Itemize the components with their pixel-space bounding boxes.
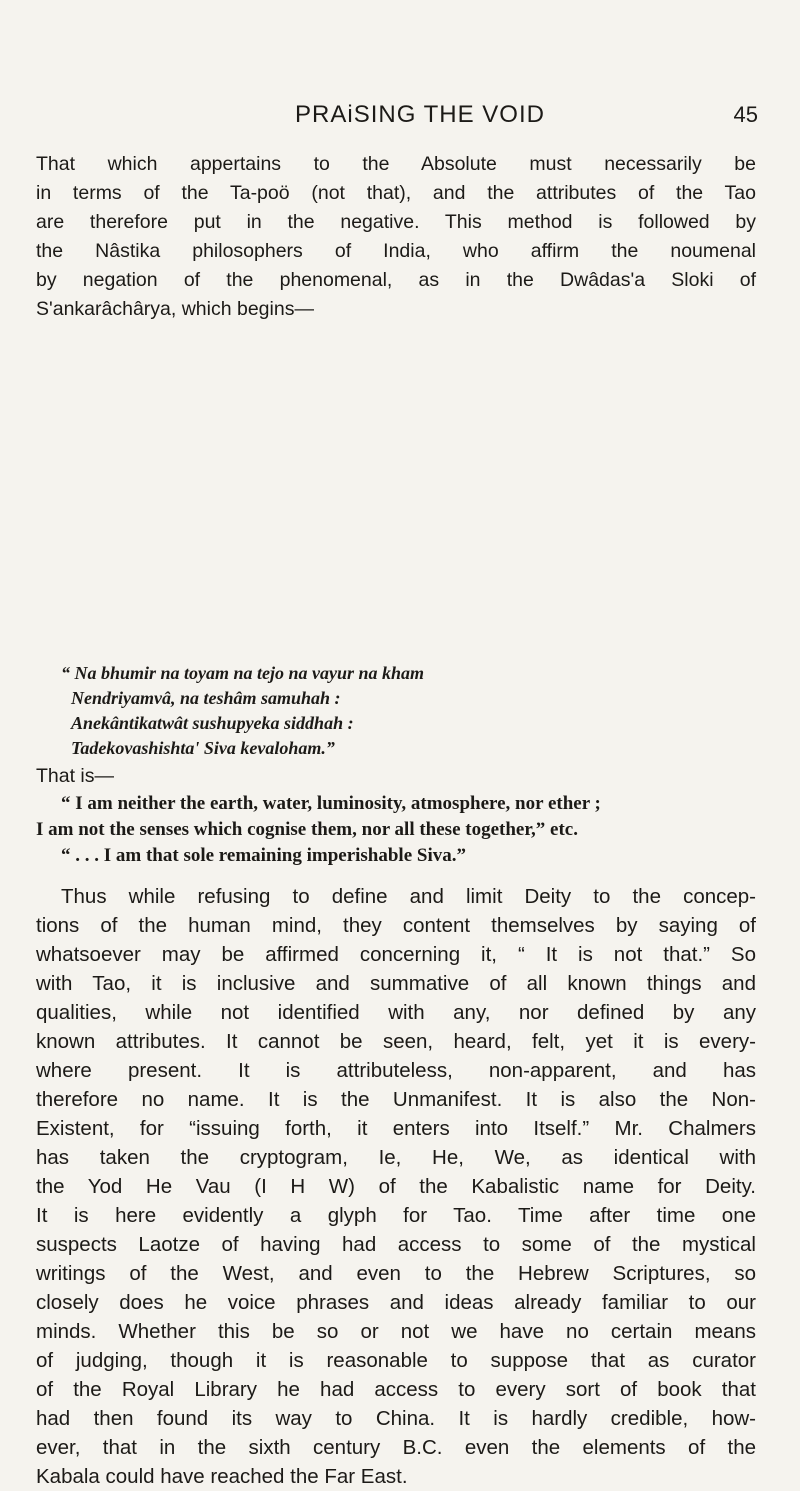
paragraph-line: in terms of the Ta-poö (not that), and the attributes of the Tao (36, 182, 756, 204)
page-number: 45 (733, 102, 758, 127)
paragraph-line: Kabala could have reached the Far East. (36, 1465, 408, 1488)
paragraph-line: of judging, though it is reasonable to suppose that as curator (36, 1349, 756, 1372)
running-title: PRAiSING THE VOID (295, 101, 545, 128)
paragraph-line: minds. Whether this be so or not we have no certain means (36, 1320, 756, 1343)
translation-line: “ . . . I am that sole remaining imperishable Siva.” (61, 845, 466, 866)
paragraph-line: That which appertains to the Absolute must necessarily be (36, 153, 756, 175)
verse-line: Tadekovashishta' Siva kevaloham.” (71, 738, 335, 758)
paragraph-line: qualities, while not identified with any, nor defined by any (36, 1001, 756, 1024)
paragraph-line: known attributes. It cannot be seen, heard, felt, yet it is every- (36, 1030, 756, 1053)
paragraph-line: had then found its way to China. It is hardly credible, how- (36, 1407, 756, 1430)
paragraph-line: of the Royal Library he had access to every sort of book that (36, 1378, 756, 1401)
paragraph-line: are therefore put in the negative. This method is followed by (36, 211, 756, 233)
translation-line: “ I am neither the earth, water, luminosity, atmosphere, nor ether ; (61, 793, 601, 814)
paragraph-line: with Tao, it is inclusive and summative of all known things and (36, 972, 756, 995)
paragraph-line: tions of the human mind, they content themselves by saying of (36, 914, 756, 937)
verse-line: Anekântikatwât sushupyeka siddhah : (71, 713, 354, 733)
running-head (70, 100, 770, 140)
paragraph-line: S'ankarâchârya, which begins— (36, 298, 314, 320)
paragraph-line: the Yod He Vau (I H W) of the Kabalistic name for Deity. (36, 1175, 756, 1198)
that-is-label: That is— (36, 765, 115, 787)
paragraph-line: ever, that in the sixth century B.C. even the elements of the (36, 1436, 756, 1459)
verse-line: “ Na bhumir na toyam na tejo na vayur na kham (61, 663, 425, 683)
paragraph-line: Thus while refusing to define and limit Deity to the concep- (61, 885, 756, 908)
paragraph-absolute (36, 150, 756, 324)
verse-line: Nendriyamvâ, na teshâm samuhah : (71, 688, 341, 708)
paragraph-line: the Nâstika philosophers of India, who affirm the noumenal (36, 240, 756, 262)
paragraph-line: whatsoever may be affirmed concerning it, “ It is not that.” So (36, 943, 756, 966)
paragraph-line: by negation of the phenomenal, as in the Dwâdas'a Sloki of (36, 269, 756, 291)
paragraph-line: where present. It is attributeless, non-apparent, and has (36, 1059, 756, 1082)
paragraph-line: suspects Laotze of having had access to some of the mystical (36, 1233, 756, 1256)
paragraph-line: It is here evidently a glyph for Tao. Time after time one (36, 1204, 756, 1227)
sanskrit-verse (61, 661, 424, 761)
paragraph-line: Existent, for “issuing forth, it enters into Itself.” Mr. Chalmers (36, 1117, 756, 1140)
paragraph-line: writings of the West, and even to the Hebrew Scriptures, so (36, 1262, 756, 1285)
paragraph-line: therefore no name. It is the Unmanifest. It is also the Non- (36, 1088, 756, 1111)
translation-quote (36, 791, 756, 869)
paragraph-line: closely does he voice phrases and ideas already familiar to our (36, 1291, 756, 1314)
paragraph-deity (36, 882, 756, 1491)
paragraph-line: has taken the cryptogram, Ie, He, We, as identical with (36, 1146, 756, 1169)
translation-line: I am not the senses which cognise them, nor all these together,” etc. (36, 819, 578, 840)
